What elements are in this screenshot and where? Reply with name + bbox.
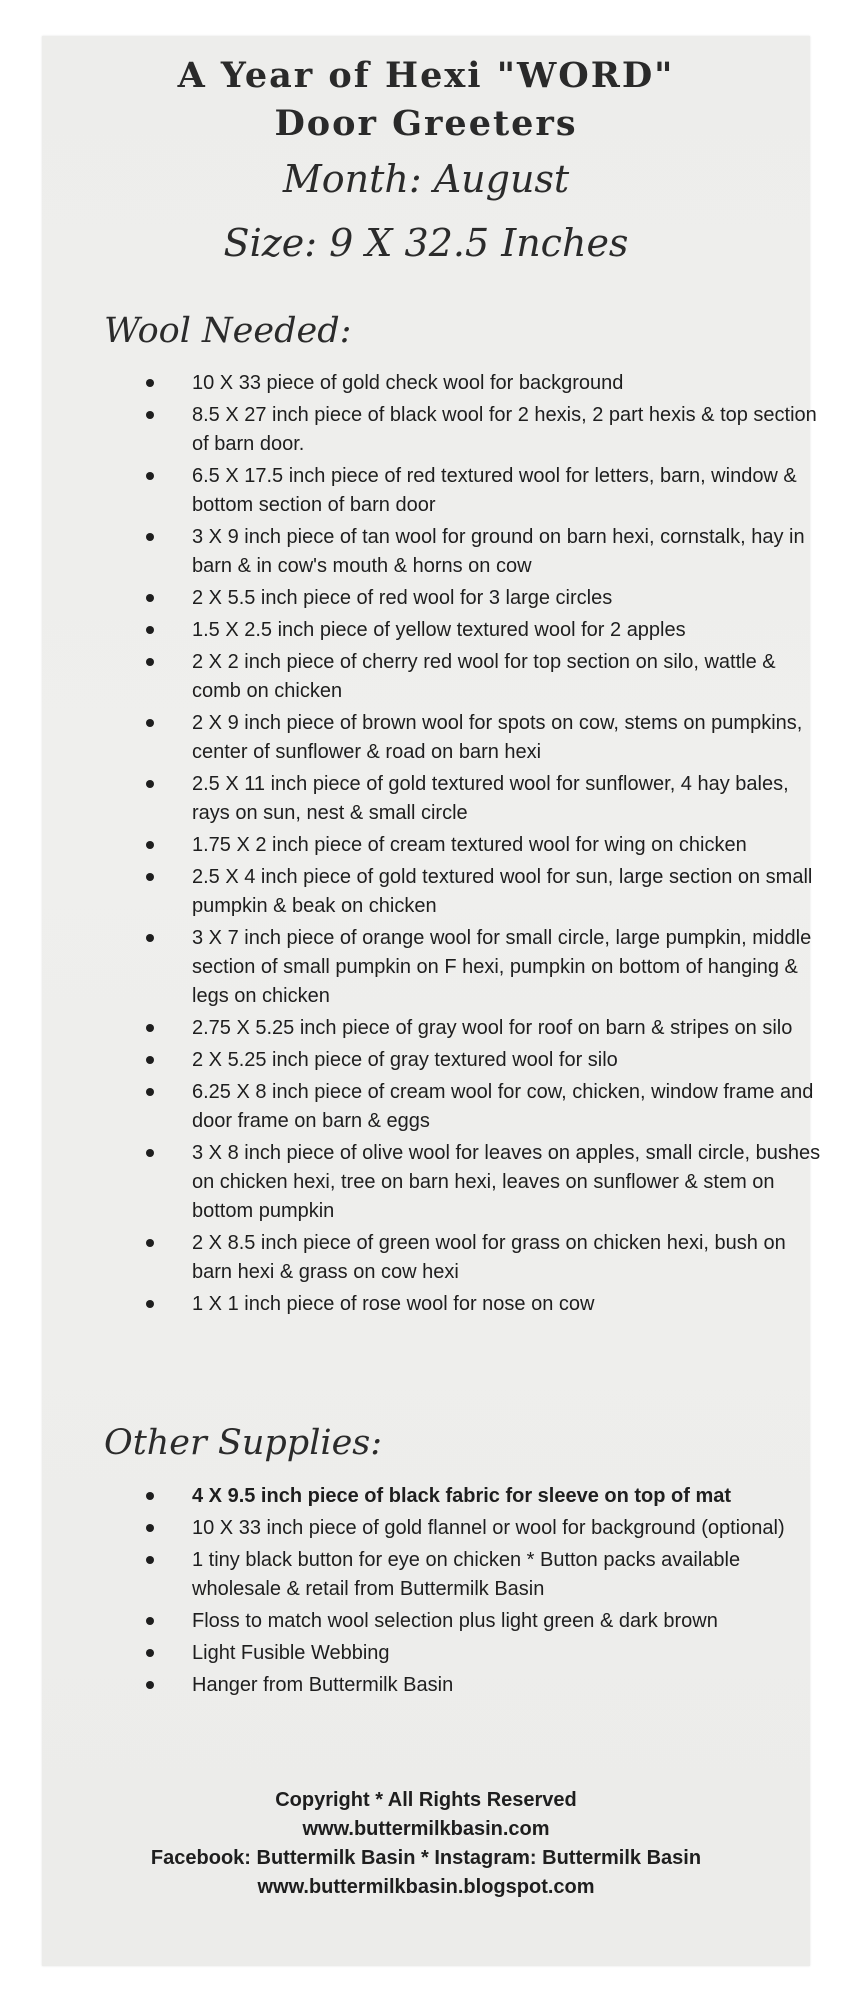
- bullet-icon: [146, 780, 154, 788]
- bullet-icon: [146, 411, 154, 419]
- list-item: 8.5 X 27 inch piece of black wool for 2 hexis, 2 part hexis & top section of barn door.: [142, 401, 822, 459]
- copyright-line: Copyright * All Rights Reserved: [275, 1789, 577, 1811]
- bullet-icon: [146, 841, 154, 849]
- list-item: 3 X 7 inch piece of orange wool for small circle, large pumpkin, middle section of small pumpkin on F hexi, pumpkin on bottom of hanging & legs on chicken: [142, 924, 822, 1011]
- website-link: www.buttermilkbasin.com: [302, 1818, 550, 1840]
- list-item: 1.5 X 2.5 inch piece of yellow textured wool for 2 apples: [142, 616, 822, 645]
- page-title-line2: Door Greeters: [274, 103, 578, 144]
- list-item: Floss to match wool selection plus light green & dark brown: [142, 1607, 822, 1636]
- bullet-icon: [146, 1300, 154, 1308]
- list-item: 2.5 X 11 inch piece of gold textured wool for sunflower, 4 hay bales, rays on sun, nest & small circle: [142, 770, 822, 828]
- supplies-list: [142, 1482, 822, 1703]
- list-item: 2 X 2 inch piece of cherry red wool for top section on silo, wattle & comb on chicken: [142, 648, 822, 706]
- blog-link: www.buttermilkbasin.blogspot.com: [257, 1876, 595, 1898]
- list-item: 6.25 X 8 inch piece of cream wool for cow, chicken, window frame and door frame on barn & eggs: [142, 1078, 822, 1136]
- social-line: Facebook: Buttermilk Basin * Instagram: Buttermilk Basin: [150, 1847, 702, 1869]
- list-item: Light Fusible Webbing: [142, 1639, 822, 1668]
- pattern-sheet: [42, 36, 821, 1966]
- list-item: 2 X 8.5 inch piece of green wool for grass on chicken hexi, bush on barn hexi & grass on cow hexi: [142, 1229, 822, 1287]
- bullet-icon: [146, 1088, 154, 1096]
- other-supplies-heading: Other Supplies:: [104, 1423, 383, 1463]
- bullet-icon: [146, 658, 154, 666]
- bullet-icon: [146, 1524, 154, 1532]
- bullet-icon: [146, 379, 154, 387]
- list-item: 10 X 33 piece of gold check wool for background: [142, 369, 822, 398]
- list-item: 1.75 X 2 inch piece of cream textured wool for wing on chicken: [142, 831, 822, 860]
- list-item: 2 X 5.5 inch piece of red wool for 3 large circles: [142, 584, 822, 613]
- bullet-icon: [146, 1681, 154, 1689]
- wool-list: [142, 369, 822, 1322]
- bullet-icon: [146, 626, 154, 634]
- month-label: Month: August: [282, 157, 570, 201]
- bullet-icon: [146, 1649, 154, 1657]
- bullet-icon: [146, 1492, 154, 1500]
- list-item: 2.75 X 5.25 inch piece of gray wool for roof on barn & stripes on silo: [142, 1014, 822, 1043]
- bullet-icon: [146, 1239, 154, 1247]
- size-label: Size: 9 X 32.5 Inches: [223, 221, 629, 265]
- bullet-icon: [146, 719, 154, 727]
- bullet-icon: [146, 1617, 154, 1625]
- bullet-icon: [146, 1149, 154, 1157]
- list-item: 3 X 8 inch piece of olive wool for leaves on apples, small circle, bushes on chicken hexi, tree on barn hexi, leaves on sunflower & stem on bottom pumpkin: [142, 1139, 822, 1226]
- list-item: 10 X 33 inch piece of gold flannel or wool for background (optional): [142, 1514, 822, 1543]
- list-item: Hanger from Buttermilk Basin: [142, 1671, 822, 1700]
- list-item: 1 X 1 inch piece of rose wool for nose on cow: [142, 1290, 822, 1319]
- list-item: 2 X 9 inch piece of brown wool for spots on cow, stems on pumpkins, center of sunflower & road on barn hexi: [142, 709, 822, 767]
- list-item: 2 X 5.25 inch piece of gray textured wool for silo: [142, 1046, 822, 1075]
- bullet-icon: [146, 594, 154, 602]
- page-title-line1: A Year of Hexi "WORD": [177, 55, 675, 96]
- list-item: 4 X 9.5 inch piece of black fabric for sleeve on top of mat: [142, 1482, 822, 1511]
- bullet-icon: [146, 472, 154, 480]
- bullet-icon: [146, 1556, 154, 1564]
- bullet-icon: [146, 873, 154, 881]
- list-item: 2.5 X 4 inch piece of gold textured wool for sun, large section on small pumpkin & beak on chicken: [142, 863, 822, 921]
- list-item: 3 X 9 inch piece of tan wool for ground on barn hexi, cornstalk, hay in barn & in cow's mouth & horns on cow: [142, 523, 822, 581]
- bullet-icon: [146, 934, 154, 942]
- list-item: 1 tiny black button for eye on chicken * Button packs available wholesale & retail from Buttermilk Basin: [142, 1546, 822, 1604]
- bullet-icon: [146, 1056, 154, 1064]
- list-item: 6.5 X 17.5 inch piece of red textured wool for letters, barn, window & bottom section of barn door: [142, 462, 822, 520]
- wool-needed-heading: Wool Needed:: [104, 311, 352, 351]
- bullet-icon: [146, 533, 154, 541]
- bullet-icon: [146, 1024, 154, 1032]
